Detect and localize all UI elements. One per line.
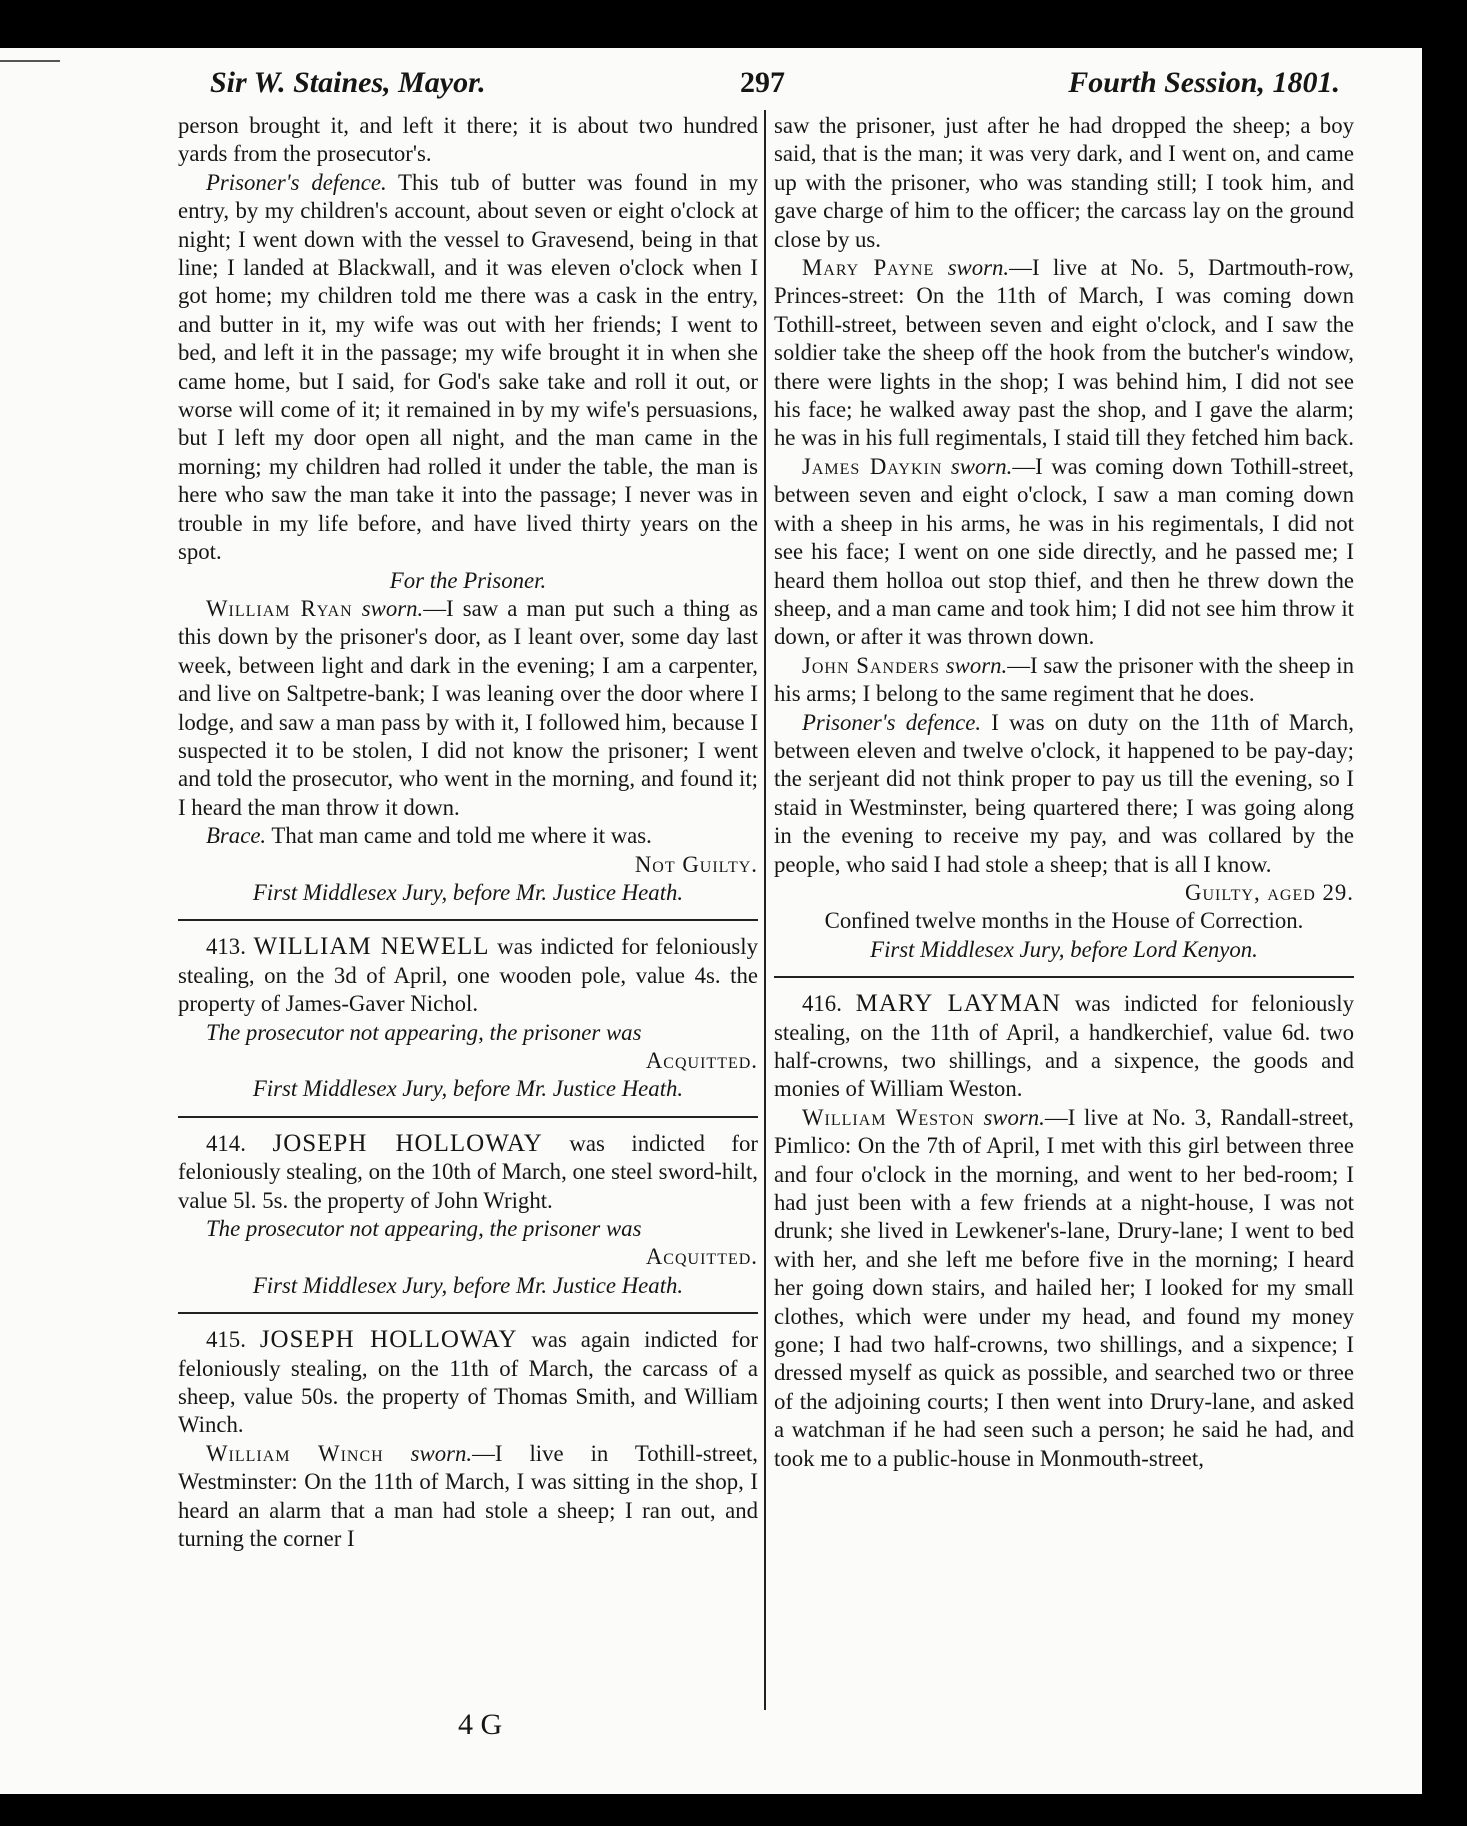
page-edge-line bbox=[0, 60, 60, 62]
paragraph-text: —I was coming down Tothill-street, between seven and eight o'clock, I saw a man coming down with a sheep in his arms, he was in his regimentals, I did not see his face; I went on one side directly, and he passed me; I heard them holloa out stop thief, and then he threw down the sheep, and a man came and took him; I did not see him throw it down, or after it was thrown down. bbox=[774, 453, 1354, 650]
paragraph bbox=[178, 169, 758, 567]
witness-name: John Sanders bbox=[802, 652, 940, 678]
paragraph-text: —I saw a man put such a thing as this down by the prisoner's door, as I leant over, some day last week, between light and dark in the evening; I am a carpenter, and live on Saltpetre-bank; I was leaning over the door where I lodge, and saw a man pass by with it, I followed him, because I suspected it to be stolen, I did not know the prisoner; I went and told the prosecutor, who went in the morning, and found it; I heard the man throw it down. bbox=[178, 595, 759, 820]
verdict: Acquitted. bbox=[645, 1244, 758, 1270]
paragraph bbox=[774, 652, 1354, 709]
header-right: Fourth Session, 1801. bbox=[1068, 66, 1340, 99]
jury-line: First Middlesex Jury, before Lord Kenyon. bbox=[870, 936, 1258, 962]
paragraph-text: —I saw the prisoner with the sheep in his arms; I belong to the same regiment that he does. bbox=[774, 652, 1355, 707]
paragraph: person brought it, and left it there; it is about two hundred yards from the prosecutor's. bbox=[178, 113, 758, 167]
defendant-name: JOSEPH HOLLOWAY bbox=[272, 1129, 543, 1157]
paragraph bbox=[774, 254, 1354, 453]
right-column bbox=[774, 112, 1354, 1473]
header-left: Sir W. Staines, Mayor. bbox=[210, 66, 486, 99]
witness-name: Mary Payne bbox=[802, 255, 935, 281]
paragraph bbox=[178, 1440, 758, 1554]
jury-line: First Middlesex Jury, before Mr. Justice Heath. bbox=[252, 1076, 684, 1102]
case-number: 413. bbox=[206, 934, 246, 960]
sworn-label: sworn. bbox=[950, 453, 1013, 479]
paragraph bbox=[178, 822, 758, 850]
jury-line: First Middlesex Jury, before Mr. Justice Heath. bbox=[252, 1272, 684, 1298]
sentence: Confined twelve months in the House of Correction. bbox=[824, 908, 1304, 934]
witness-name: William Ryan bbox=[206, 595, 353, 621]
paragraph-text: —I live in Tothill-street, Westminster: On the 11th of March, I was sitting in the shop, I heard an alarm that a man had stole a sheep; I ran out, and turning the corner I bbox=[178, 1440, 759, 1552]
case-number: 414. bbox=[206, 1130, 246, 1156]
defendant-name: MARY LAYMAN bbox=[855, 990, 1062, 1018]
paragraph-text: This tub of butter was found in my entry, by my children's account, about seven or eight o'clock at night; I went down with the vessel to Gravesend, being in that line; I landed at Blackwall, and it was eleven o'clock when I got home; my children told me there was a cask in the entry, and butter in it, my wife was out with her friends; I went to bed, and left it in the passage; my wife brought it in when she came home, but I said, for God's sake take and roll it out, or worse will come of it; it remained in by my wife's persuasions, but I left my door open all night, and the man came in the morning; my children had rolled it under the table, the man is here who saw the man take it into the passage; I never was in trouble in my life before, and have lived thirty years on the spot. bbox=[178, 169, 758, 565]
verdict: Not Guilty. bbox=[634, 851, 758, 877]
section-heading: For the Prisoner. bbox=[389, 567, 547, 593]
sworn-label: sworn. bbox=[983, 1104, 1045, 1130]
case-entry bbox=[178, 1130, 758, 1215]
speaker-label: Prisoner's defence. bbox=[206, 169, 387, 195]
paragraph-text: I was on duty on the 11th of March, between eleven and twelve o'clock, it happened to be pay-day; the serjeant did not think proper to pay us till the evening, so I staid in Westminster, being quartered there; I was going along in the evening to receive my pay, and was collared by the people, who said I had stole a sheep; that is all I know. bbox=[774, 709, 1354, 877]
case-number: 415. bbox=[206, 1327, 246, 1353]
jury-line: First Middlesex Jury, before Mr. Justice Heath. bbox=[252, 879, 684, 905]
case-entry bbox=[178, 1326, 758, 1440]
case-text: was indicted for feloniously stealing, on the 10th of March, one steel sword-hilt, value 5l. 5s. the property of John Wright. bbox=[178, 1130, 758, 1213]
witness-name: James Daykin bbox=[802, 453, 943, 479]
case-number: 416. bbox=[802, 991, 842, 1017]
case-divider bbox=[774, 976, 1354, 978]
verdict: Guilty, aged 29. bbox=[1184, 879, 1354, 905]
speaker-label: Prisoner's defence. bbox=[802, 709, 982, 735]
paragraph bbox=[774, 1104, 1354, 1473]
sworn-label: sworn. bbox=[945, 652, 1008, 678]
left-column bbox=[178, 112, 758, 1554]
case-entry bbox=[774, 990, 1354, 1104]
page-number: 297 bbox=[740, 66, 785, 99]
case-text: was again indicted for feloniously stealing, on the 11th of March, the carcass of a sheep, value 50s. the property of Thomas Smith, and William Winch. bbox=[178, 1327, 758, 1438]
case-divider bbox=[178, 919, 758, 921]
sworn-label: sworn. bbox=[947, 255, 1010, 281]
paragraph bbox=[774, 709, 1354, 879]
sworn-label: sworn. bbox=[361, 595, 424, 621]
witness-name: William Weston bbox=[802, 1104, 975, 1130]
case-entry bbox=[178, 933, 758, 1018]
case-text: was indicted for feloniously stealing, on the 11th of April, a handkerchief, value 6d. two half-crowns, two shillings, and a sixpence, the goods and monies of William Weston. bbox=[774, 991, 1354, 1102]
signature-mark: 4 G bbox=[458, 1708, 503, 1741]
verdict: Acquitted. bbox=[645, 1048, 758, 1073]
page-header bbox=[210, 58, 1340, 104]
paragraph-text: —I live at No. 5, Dartmouth-row, Princes-street: On the 11th of March, I was coming down Tothill-street, between seven and eight o'clock, and I saw the soldier take the sheep off the hook from the butcher's window, there were lights in the shop; I was behind him, I did not see his face; he walked away past the shop, and I gave the alarm; he was in his full regimentals, I staid till they fetched him back. bbox=[774, 255, 1355, 451]
sworn-label: sworn. bbox=[410, 1440, 473, 1466]
paragraph: saw the prisoner, just after he had dropped the sheep; a boy said, that is the man; it was very dark, and I went on, and came up with the prisoner, who was standing still; I took him, and gave charge of him to the officer; the carcass lay on the ground close by us. bbox=[774, 113, 1354, 252]
speaker-label: Brace. bbox=[206, 823, 267, 849]
case-divider bbox=[178, 1116, 758, 1118]
case-note: The prosecutor not appearing, the prisoner was bbox=[206, 1216, 642, 1242]
column-divider bbox=[764, 110, 766, 1710]
defendant-name: JOSEPH HOLLOWAY bbox=[259, 1326, 518, 1354]
witness-name: William Winch bbox=[206, 1440, 384, 1466]
paragraph bbox=[774, 453, 1354, 652]
case-divider bbox=[178, 1312, 758, 1314]
defendant-name: WILLIAM NEWELL bbox=[253, 933, 490, 961]
paragraph-text: That man came and told me where it was. bbox=[266, 823, 652, 849]
paragraph bbox=[178, 595, 758, 822]
case-text: was indicted for feloniously stealing, on the 3d of April, one wooden pole, value 4s. the property of James-Gaver Nichol. bbox=[178, 934, 759, 1017]
paragraph-text: —I live at No. 3, Randall-street, Pimlico: On the 7th of April, I met with this girl between three and four o'clock in the morning, and went to her bed-room; I had just been with a few friends at a night-house, I was not drunk; she lived in Lewkener's-lane, Drury-lane; I went to bed with her, and she left me before five in the morning; I heard her going down stairs, and hailed her; I looked for my small clothes, which were under my head, and found my money gone; I had two half-crowns, two shillings, and a sixpence; I dressed myself as quick as possible, and searched two or three of the adjoining courts; I then went into Drury-lane, and asked a watchman if he had seen such a person; he said he had, and took me to a public-house in Monmouth-street, bbox=[774, 1104, 1355, 1471]
case-note: The prosecutor not appearing, the prisoner was bbox=[206, 1019, 642, 1045]
